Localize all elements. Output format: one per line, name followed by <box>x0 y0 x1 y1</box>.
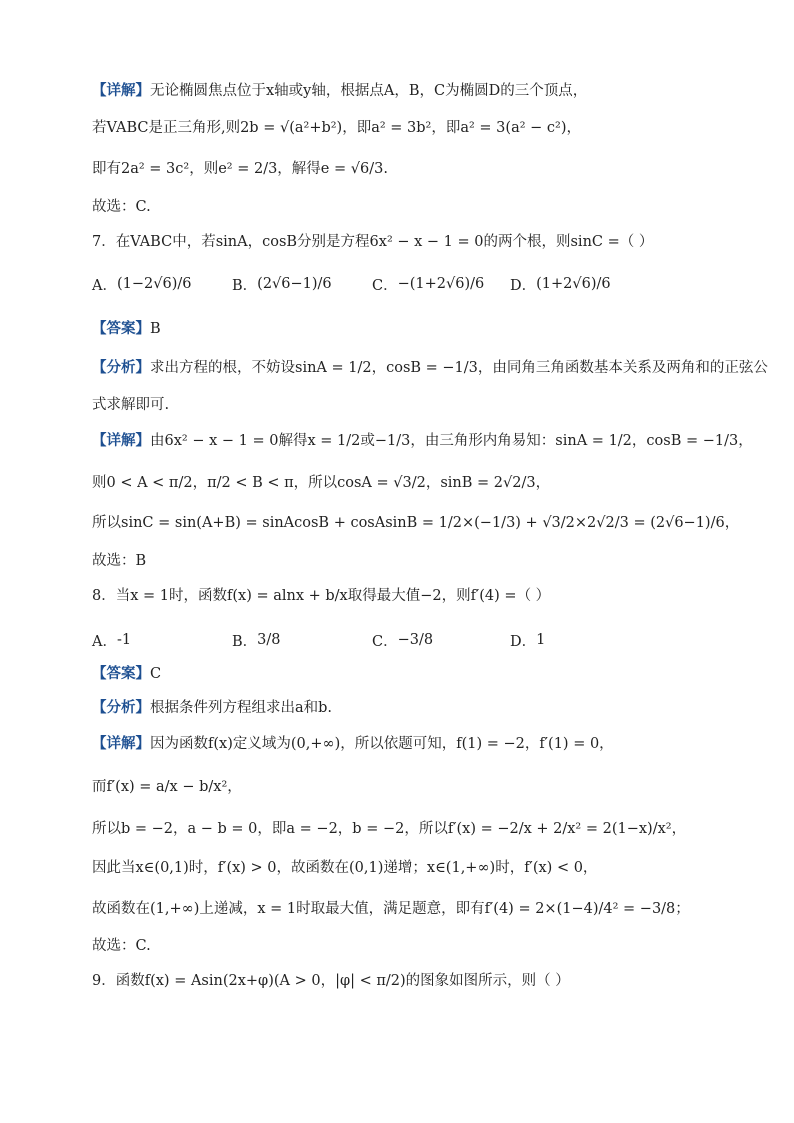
line-text: 则0 < A < π/2，π/2 < B < π，所以cosA = √3/2，sinB = 2√2/3， <box>92 475 551 491</box>
line-2 <box>92 117 734 139</box>
q8-options <box>92 620 732 660</box>
q8-option-a: A． -1 <box>92 632 132 650</box>
q7-detail: 【详解】 由6x² − x − 1 = 0解得x = 1/2或−1/3，由三角形内角易知：sinA = 1/2，cosB = −1/3， <box>92 432 753 449</box>
line-text: 7．在VABC中，若sinA，cosB分别是方程6x² − x − 1 = 0的两个根，则sinC =（ ） <box>92 234 654 250</box>
q8-detail: 【详解】 因为函数f(x)定义域为(0,+∞)，所以依题可知，f(1) = −2，f′(1) = 0， <box>92 735 614 752</box>
line-text: 所以sinC = sin(A+B) = sinAcosB + cosAsinB = 1/2×(−1/3) + √3/2×2√2/3 = (2√6−1)/6， <box>92 515 740 531</box>
line-text: 若VABC是正三角形,则2b = √(a²+b²)，即a² = 3b²，即a² = 3(a² − c²)， <box>92 120 581 136</box>
question-9: 9．函数f(x) = Asin(2x+φ)(A > 0，|φ| < π/2)的图象如图所示，则（ ） <box>92 973 570 989</box>
line-text: 所以b = −2，a − b = 0，即a = −2，b = −2，所以f′(x) = −2/x + 2/x² = 2(1−x)/x²， <box>92 821 687 837</box>
question-8: 8．当x = 1时，函数f(x) = alnx + b/x取得最大值−2，则f′(4) =（ ） <box>92 588 551 604</box>
line-text: 即有2a² = 3c²，则e² = 2/3，解得e = √6/3. <box>92 161 388 177</box>
q7-options <box>92 264 732 304</box>
line-4 <box>92 196 734 218</box>
section-tag: 【详解】 <box>92 82 150 99</box>
q8-answer: 【答案】 C <box>92 665 162 682</box>
question-7 <box>92 231 734 253</box>
q8-analysis: 【分析】 根据条件列方程组求出a和b. <box>92 699 333 716</box>
line-text: 故选：C. <box>92 938 151 954</box>
line-text: 故函数在(1,+∞)上递减，x = 1时取最大值，满足题意，即有f′(4) = 2×(1−4)/4² = −3/8； <box>92 901 690 917</box>
line-text: 式求解即可. <box>92 397 170 413</box>
line-1 <box>92 80 734 102</box>
q8-option-d: D． 1 <box>510 632 546 650</box>
line-text: 故选：B <box>92 553 147 569</box>
q8-option-b: B． 3/8 <box>232 632 281 650</box>
line-text: 因此当x∈(0,1)时，f′(x) > 0，故函数在(0,1)递增；x∈(1,+∞)时，f′(x) < 0， <box>92 860 598 876</box>
q7-option-c: C． −(1+2√6)/6 <box>372 276 485 294</box>
q7-option-b: B． (2√6−1)/6 <box>232 276 332 294</box>
line-3 <box>92 158 734 180</box>
q7-option-a: A． (1−2√6)/6 <box>92 276 192 294</box>
q7-analysis: 【分析】 求出方程的根，不妨设sinA = 1/2，cosB = −1/3，由同角三角函数基本关系及两角和的正弦公 <box>92 359 768 376</box>
q7-option-d: D． (1+2√6)/6 <box>510 276 611 294</box>
line-text: 无论椭圆焦点位于x轴或y轴，根据点A，B，C为椭圆D的三个顶点， <box>150 83 588 99</box>
line-text: 而f′(x) = a/x − b/x²， <box>92 779 242 795</box>
q8-option-c: C． −3/8 <box>372 632 434 650</box>
line-text: 故选：C. <box>92 199 151 215</box>
q7-answer: 【答案】 B <box>92 320 161 337</box>
